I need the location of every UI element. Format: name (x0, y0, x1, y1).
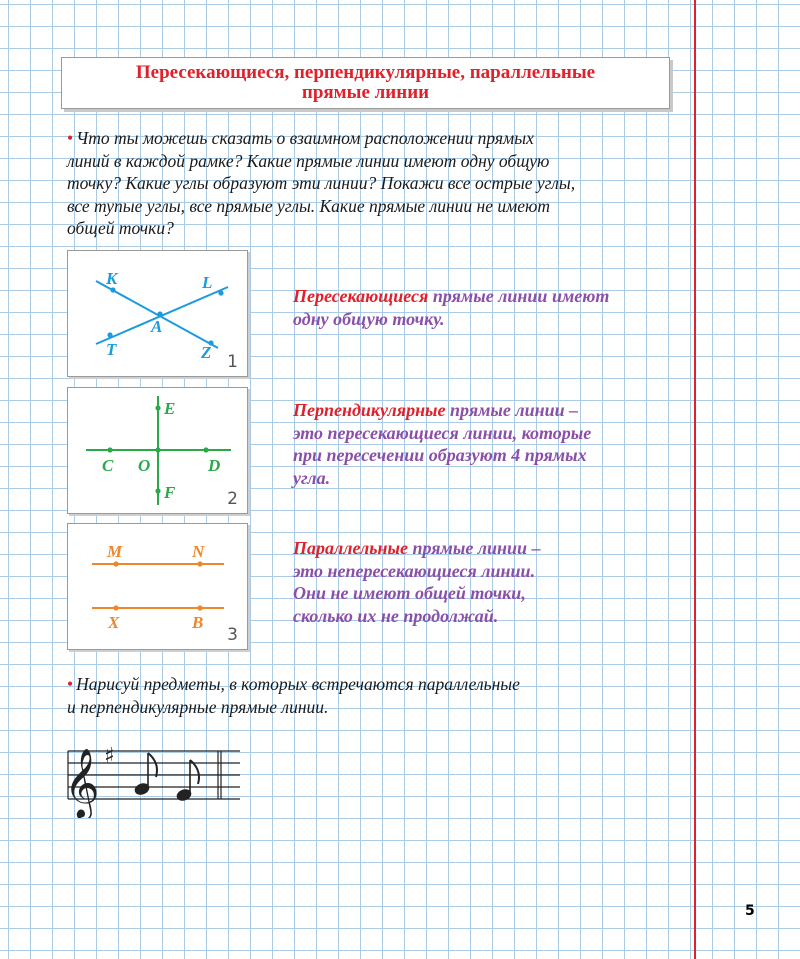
question-1-line: общей точки? (67, 218, 174, 238)
intersecting-lines-diagram (68, 251, 249, 378)
definition-line: при пересечении образуют 4 прямых (293, 445, 587, 465)
label-e: E (164, 399, 176, 418)
bullet-icon: • (67, 674, 74, 694)
definition-perpendicular (293, 399, 591, 489)
point-l (218, 290, 223, 295)
treble-clef-staff-icon (60, 733, 250, 822)
label-x: X (108, 613, 120, 632)
label-d: D (208, 456, 221, 475)
question-2 (67, 673, 687, 718)
sharp-icon: ♯ (104, 744, 115, 769)
question-1-line: линий в каждой рамке? Какие прямые линии имеют одну общую (67, 150, 550, 171)
frame-perpendicular (67, 387, 248, 514)
margin-line (694, 0, 696, 959)
term: Параллельные (293, 538, 408, 558)
question-2-line: Нарисуй предметы, в которых встречаются параллельные (76, 674, 520, 694)
frame-number: 2 (227, 489, 238, 509)
point-d (203, 447, 208, 452)
definition-line: прямые линии – (450, 400, 579, 420)
frame-number: 1 (227, 352, 238, 372)
point-c (107, 447, 112, 452)
definition-line: одну общую точку. (293, 308, 445, 329)
frame-parallel (67, 523, 248, 650)
point-x (113, 605, 118, 610)
lesson-title (61, 57, 670, 109)
treble-clef-icon: 𝄞 (64, 748, 100, 818)
title-line-2: прямые линии (301, 82, 430, 103)
frame-number: 3 (227, 625, 238, 645)
point-b (197, 605, 202, 610)
point-n (197, 561, 202, 566)
page-number: 5 (745, 903, 755, 919)
question-1-line: Что ты можешь сказать о взаимном расположении прямых (76, 128, 534, 148)
point-f (155, 488, 160, 493)
label-c: C (102, 456, 114, 475)
label-o: O (138, 456, 151, 475)
definition-intersecting (293, 285, 609, 330)
label-f: F (164, 483, 176, 502)
music-staff-drawing (60, 733, 250, 818)
point-o (155, 447, 160, 452)
label-b: B (192, 613, 204, 632)
point-e (155, 405, 160, 410)
term: Перпендикулярные (293, 400, 446, 420)
definition-line: прямые линии имеют (432, 286, 610, 306)
definition-line: это непересекающиеся линии. (293, 560, 536, 581)
definition-line: Они не имеют общей точки, (293, 583, 526, 603)
definition-line: это пересекающиеся линии, которые (293, 422, 592, 443)
definition-parallel (293, 537, 541, 627)
definition-line: прямые линии – (412, 538, 541, 558)
question-1-line: все тупые углы, все прямые углы. Какие прямые линии не имеют (67, 195, 551, 216)
label-l: L (202, 273, 213, 292)
label-m: M (107, 542, 123, 561)
question-1-line: точку? Какие углы образуют эти линии? Покажи все острые углы, (67, 173, 576, 193)
question-2-line: и перпендикулярные прямые линии. (67, 696, 329, 717)
definition-line: угла. (293, 467, 331, 488)
parallel-lines-diagram (68, 524, 249, 651)
label-k: K (106, 269, 118, 288)
definition-line: сколько их не продолжай. (293, 605, 499, 626)
label-n: N (192, 542, 205, 561)
label-t: T (106, 340, 117, 359)
question-1 (67, 127, 687, 240)
point-k (110, 287, 115, 292)
label-a: A (151, 317, 163, 336)
label-z: Z (201, 343, 212, 362)
point-t (107, 332, 112, 337)
term: Пересекающиеся (293, 286, 429, 306)
point-a (157, 311, 162, 316)
frame-intersecting (67, 250, 248, 377)
perpendicular-lines-diagram (68, 388, 249, 515)
bullet-icon: • (67, 128, 74, 148)
point-m (113, 561, 118, 566)
title-line-1: Пересекающиеся, перпендикулярные, параллельные (135, 62, 596, 83)
